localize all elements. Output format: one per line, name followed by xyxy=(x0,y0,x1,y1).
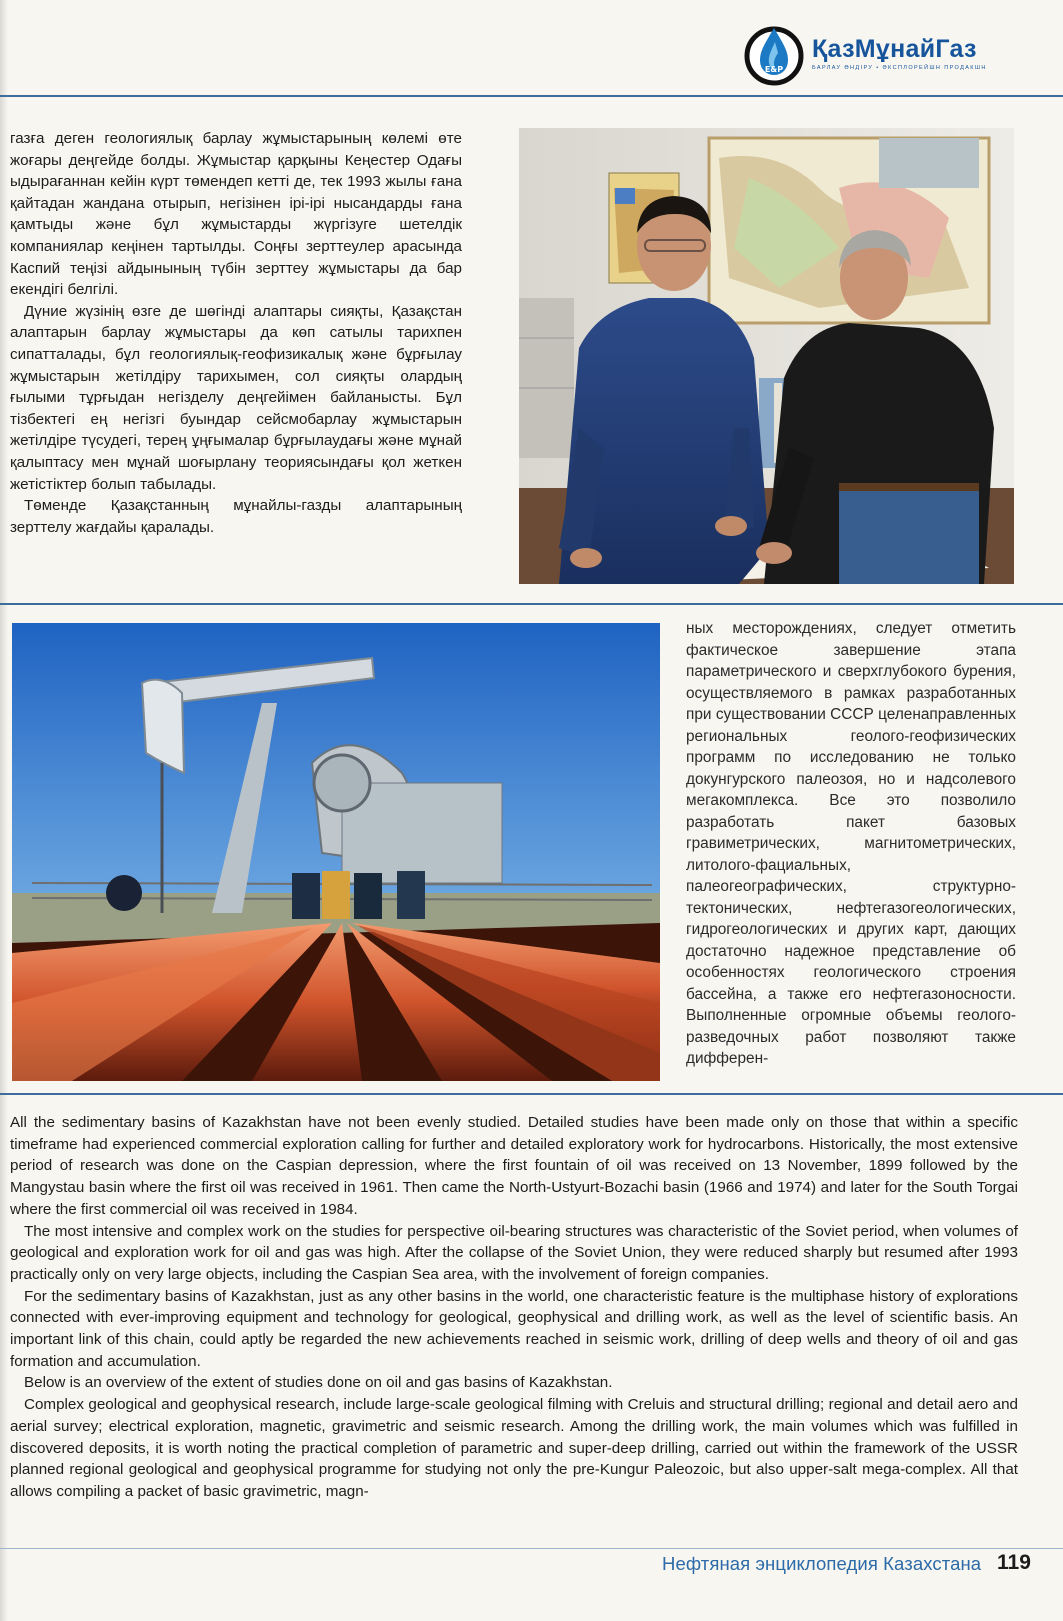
footer-rule xyxy=(0,1548,1063,1549)
footer-title: Нефтяная энциклопедия Казахстана xyxy=(662,1553,982,1574)
geologists-illustration xyxy=(519,128,1014,584)
russian-paragraph-1: ных месторождениях, следует отметить фактическое завершение этапа параметрического и сверхглубокого бурения, осуществляемого в рамках разработанных при существовании СССР целенаправленных региональных геолого-геофизических программ по исследованию не только докунгурского палеозоя, но и надсолевого мегакомплекса. Все это позволило разработать пакет базовых гравиметрических, магнитометрических, литолого-фациальных, палеогеографических, структурно-тектонических, нефтегазогеологических, гидрогеологических и других карт, дающих достаточно надежное представление об особенностях геологического строения бассейна, а также его нефтегазоносности. Выполненные огромные объемы геолого-разведочных работ позволяют также дифферен- xyxy=(686,620,1016,1067)
logo-badge-text: E&P xyxy=(764,65,784,74)
kazakh-paragraph-1: газға деген геологиялық барлау жұмыстарының көлемі өте жоғары деңгейде болды. Жұмыстар қарқыны Кеңестер Одағы ыдырағаннан кейін күрт төмендеп кетті де, тек 1993 жылы ғана қайтадан жандана отырып, негізінен ірі-ірі нысандарды ғана қамтыды және бұл жұмыстарды жүргізуге шетелдік компаниялар кеңінен тартылды. Соңғы зерттеулер арасында Каспий теңізі айдынының түбін зерттеу жұмыстары да бар екендігі белгілі. xyxy=(10,130,462,299)
page-number: 119 xyxy=(997,1551,1031,1574)
section-rule-middle xyxy=(0,1093,1063,1095)
english-paragraph-3: For the sedimentary basins of Kazakhstan, just as any other basins in the world, one characteristic feature is the multiphase history of explorations connected with ever-improving equipment and technology for geological, geophysical and drilling work, as well as the level of scientific basis. An important link of this chain, could aptly be regarded the new achievements reached in seismic work, drilling of deep wells and theory of oil and gas formation and accumulation. xyxy=(10,1287,1018,1370)
brand-subtitle: БАРЛАУ ӨНДІРУ • ӘКСПЛОРЕЙШН ПРОДАКШН xyxy=(812,65,987,71)
pumpjack-photo xyxy=(12,623,660,1081)
kazakh-paragraph-3: Төменде Қазақстанның мұнайлы-газды алаптарының зерттелу жағдайы қаралады. xyxy=(10,497,462,536)
english-paragraph-4: Below is an overview of the extent of studies done on oil and gas basins of Kazakhstan. xyxy=(24,1374,613,1392)
english-paragraph-2: The most intensive and complex work on the studies for perspective oil-bearing structures was characteristic of the Soviet period, when volumes of geological and exploration work for oil and gas was high. After the collapse of the Soviet Union, they were reduced sharply but resumed after 1993 practically only on very large objects, including the Caspian Sea area, with the involvement of foreign companies. xyxy=(10,1222,1018,1283)
pipes xyxy=(12,923,660,1081)
flame-drop-icon xyxy=(742,22,806,86)
kazmunaigaz-logo xyxy=(742,20,1042,88)
logo-text-block xyxy=(812,37,987,71)
english-text-column xyxy=(10,1112,1018,1503)
section-rule-top xyxy=(0,603,1063,605)
kazakh-text-column xyxy=(10,128,462,538)
russian-text-column xyxy=(686,618,1016,1070)
brand-name: ҚазМұнайГаз xyxy=(812,35,977,63)
binding-shadow xyxy=(0,0,8,1621)
english-paragraph-1: All the sedimentary basins of Kazakhstan have not been evenly studied. Detailed studies have been made only on those that within a specific timeframe had experienced commercial exploration calling for further and detailed exploratory work for hydrocarbons. Historically, the most extensive period of research was done on the Caspian depression, where the first fountain of oil was received on 13 November, 1899 followed by the Mangystau basin where the first oil was received in 1961. Then came the North-Ustyurt-Bozachi basin (1966 and 1974) and later for the South Torgai where the first commercial oil was received in 1984. xyxy=(10,1114,1018,1218)
geologists-photo xyxy=(519,128,1014,584)
header-rule xyxy=(0,95,1063,97)
english-paragraph-5: Complex geological and geophysical research, include large-scale geological filming with Creluis and structural drilling; regional and detail aero and aerial survey; electrical exploration, magnetic, gravimetric and seismic research. Among the drilling work, the main volumes which was fulfilled in discovered deposits, it is worth noting the practical completion of parametric and super-deep drilling, carried out within the framework of the USSR planned regional geological and geophysical programme for studying not only the pre-Kungur Paleozoic, but also upper-salt mega-complex. All that allows compiling a packet of basic gravimetric, magn- xyxy=(10,1396,1018,1500)
kazakh-paragraph-2: Дүние жүзінің өзге де шөгінді алаптары сияқты, Қазақстан алаптарын барлау жұмыстары да көп сатылы тарихпен сипатталады, бұл геологиялық-геофизикалық және бұрғылау жұмыстарын жетілдіру тарихымен, сол сияқты олардың ғылыми тұрғыдан негізделу деңгейімен байланысты. Бұл тізбектегі ең негізгі буындар сейсмобарлау жұмыстарын жетілдіре түсудегі, терең ұңғымалар бұрғылаудағы және мұнай қалыптасу мен мұнай шоғырлану теориясындағы қол жеткен жетістіктер болып табылады. xyxy=(10,302,462,493)
pumpjack-illustration xyxy=(12,623,660,1081)
